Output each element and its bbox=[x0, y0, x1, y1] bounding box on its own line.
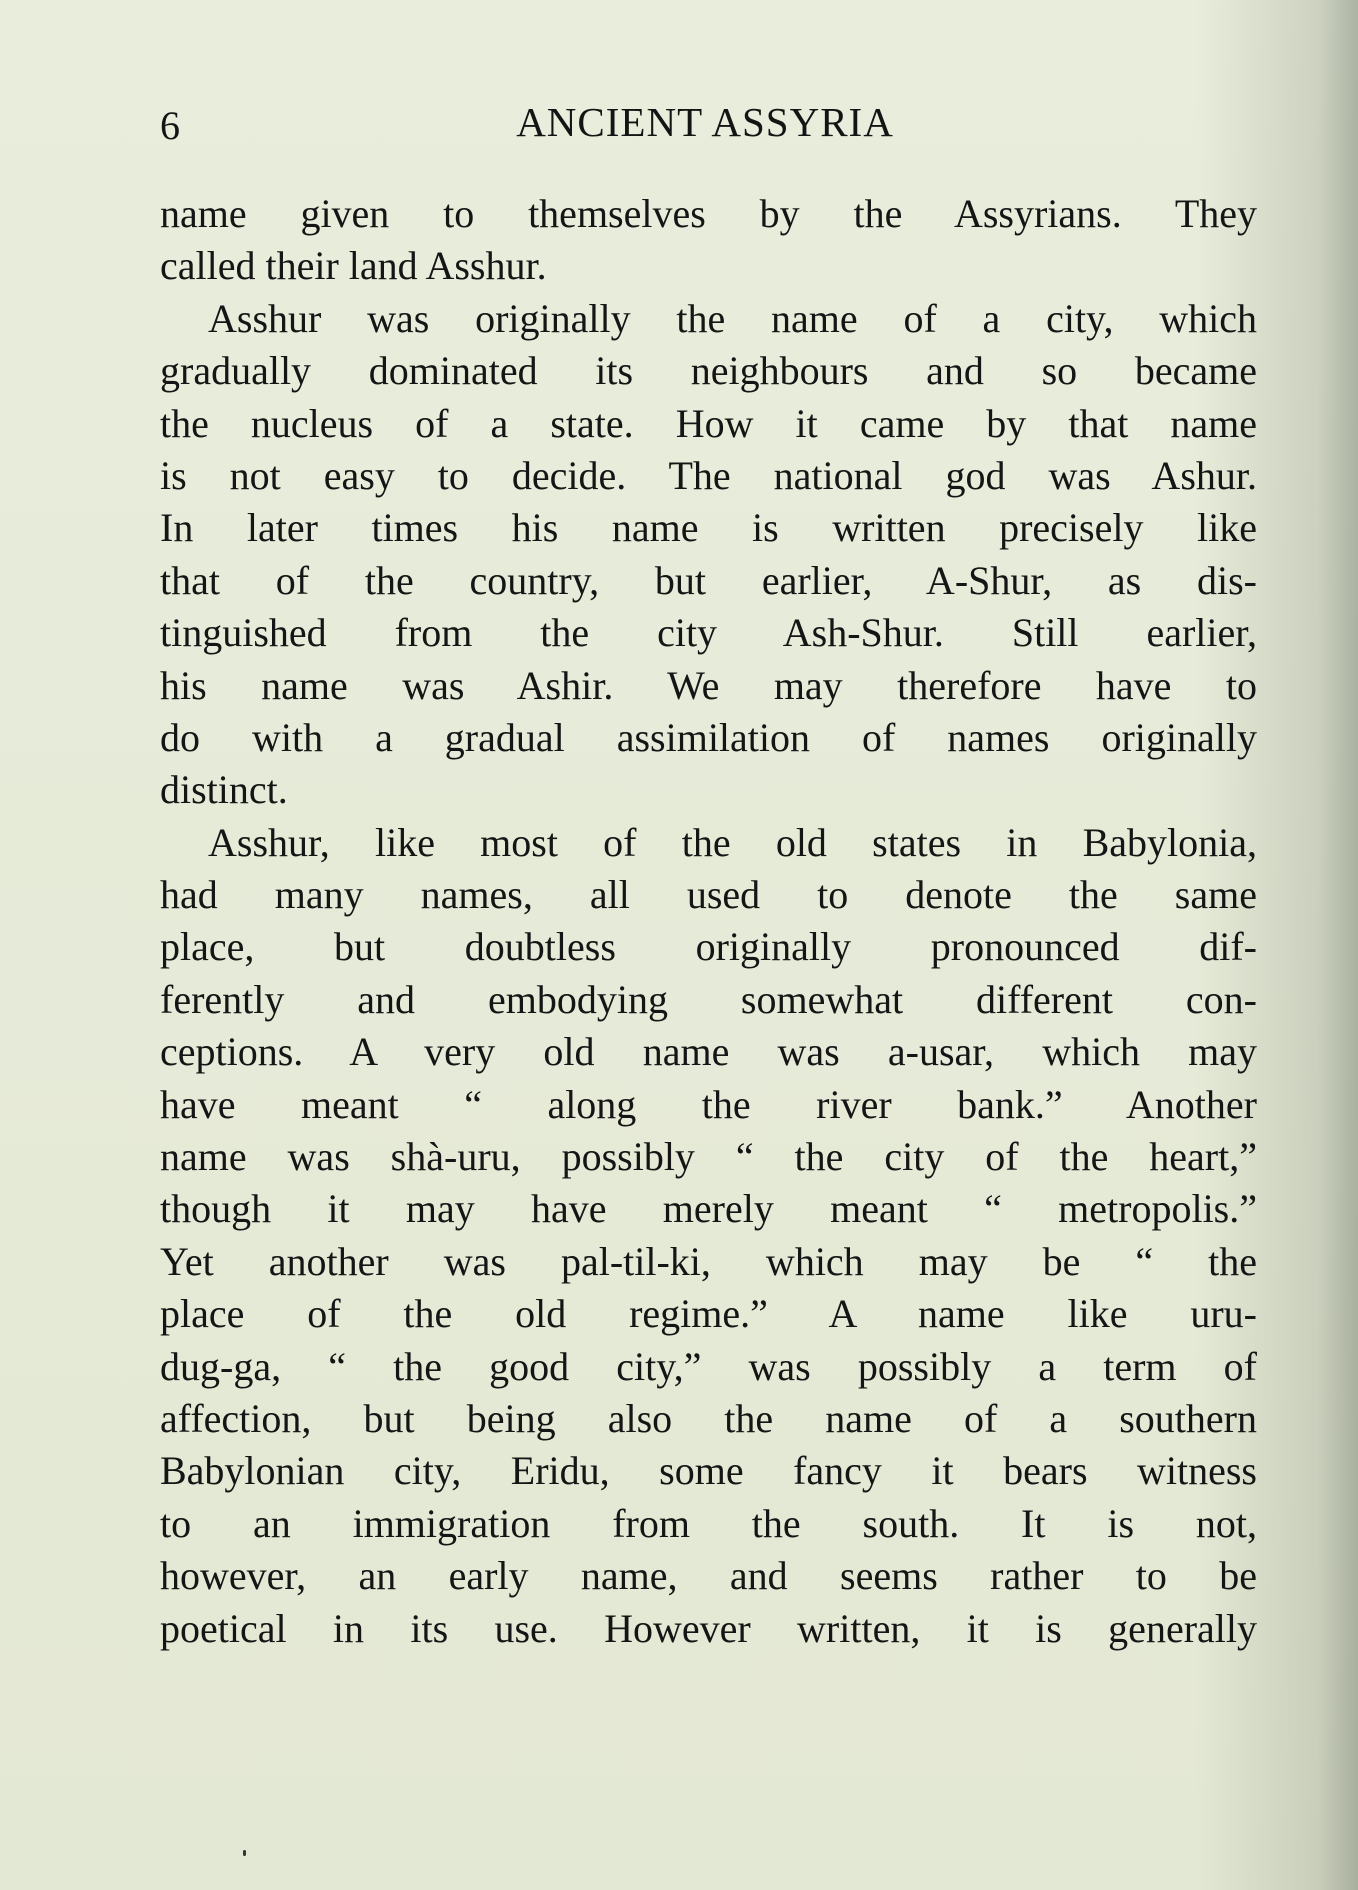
text-line: that of the country, but earlier, A-Shur, as dis- bbox=[160, 557, 1257, 603]
page-header bbox=[160, 98, 1250, 158]
body-text bbox=[160, 188, 1257, 1655]
page-number: 6 bbox=[160, 103, 180, 148]
text-line: place of the old regime.” A name like uru- bbox=[160, 1291, 1257, 1337]
text-line: Asshur was originally the name of a city, which bbox=[208, 295, 1257, 341]
text-line: Babylonian city, Eridu, some fancy it bears witness bbox=[160, 1448, 1257, 1494]
running-head: ANCIENT ASSYRIA bbox=[516, 99, 894, 145]
text-line: ceptions. A very old name was a-usar, which may bbox=[160, 1029, 1257, 1075]
print-speck bbox=[243, 1850, 246, 1856]
text-line: name given to themselves by the Assyrians. They bbox=[160, 191, 1257, 236]
text-line: called their land Asshur. bbox=[160, 243, 547, 289]
text-line: gradually dominated its neighbours and so became bbox=[160, 348, 1257, 394]
text-line: poetical in its use. However written, it is generally bbox=[160, 1605, 1257, 1651]
text-line: In later times his name is written precisely like bbox=[160, 505, 1257, 551]
text-line: though it may have merely meant “ metropolis.” bbox=[160, 1186, 1257, 1232]
text-line: affection, but being also the name of a southern bbox=[160, 1395, 1257, 1441]
text-line: distinct. bbox=[160, 767, 288, 813]
text-line: tinguished from the city Ash-Shur. Still earlier, bbox=[160, 610, 1257, 656]
text-line: his name was Ashir. We may therefore have to bbox=[160, 662, 1257, 708]
text-line: Yet another was pal-til-ki, which may be “ the bbox=[160, 1238, 1257, 1284]
text-line: name was shà-uru, possibly “ the city of the heart,” bbox=[160, 1134, 1257, 1180]
text-line: ferently and embodying somewhat different con- bbox=[160, 976, 1257, 1022]
text-line: is not easy to decide. The national god was Ashur. bbox=[160, 452, 1257, 498]
text-line: place, but doubtless originally pronounced dif- bbox=[160, 924, 1257, 970]
text-line: dug-ga, “ the good city,” was possibly a term of bbox=[160, 1343, 1257, 1389]
text-line: do with a gradual assimilation of names originally bbox=[160, 714, 1257, 760]
text-line: have meant “ along the river bank.” Another bbox=[160, 1081, 1257, 1127]
text-line: Asshur, like most of the old states in Babylonia, bbox=[208, 819, 1257, 865]
text-line: had many names, all used to denote the same bbox=[160, 872, 1257, 918]
text-line: however, an early name, and seems rather to be bbox=[160, 1553, 1257, 1599]
text-line: to an immigration from the south. It is not, bbox=[160, 1500, 1257, 1546]
text-line: the nucleus of a state. How it came by that name bbox=[160, 400, 1257, 446]
